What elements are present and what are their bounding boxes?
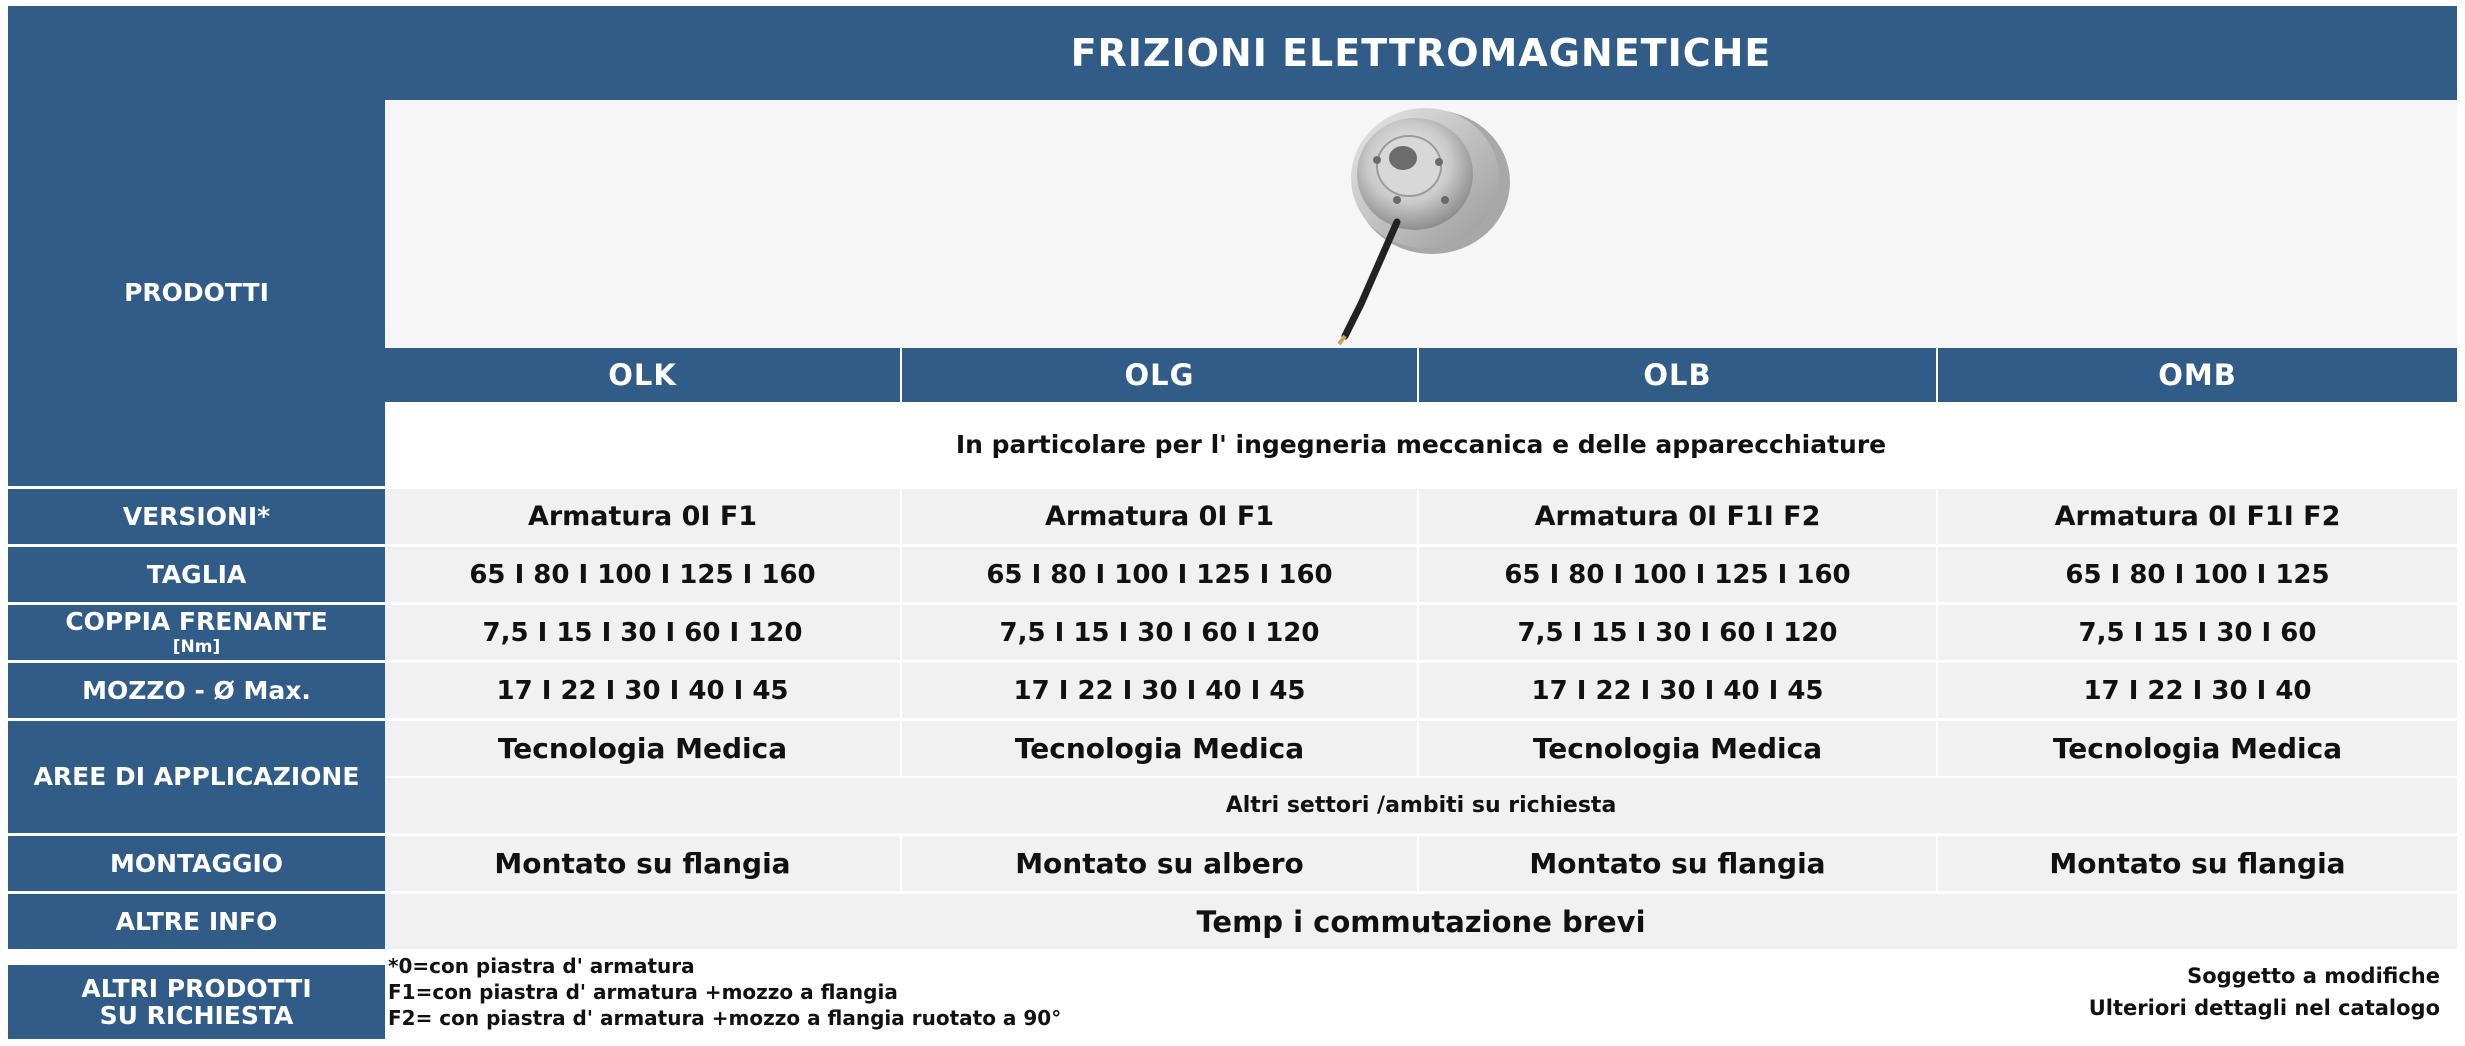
product-image-area	[385, 100, 2457, 348]
label-altre-info	[8, 894, 385, 949]
column-header-omb-text: OMB	[2158, 358, 2237, 392]
cell-montaggio-value: Montato su flangia	[494, 847, 791, 880]
note-subject-to-change: Soggetto a modifiche	[2187, 964, 2440, 988]
cell-coppia-value: 7,5 I 15 I 30 I 60	[2078, 617, 2317, 648]
cell-mozzo-olb	[1419, 663, 1936, 718]
footnote-1: F1=con piastra d' armatura +mozzo a flangia	[388, 980, 898, 1004]
cell-mozzo-value: 17 I 22 I 30 I 40	[2083, 675, 2312, 706]
altre-info-text: Temp i commutazione brevi	[1196, 904, 1646, 939]
cell-aree-omb	[1938, 721, 2457, 776]
cell-versioni-olb	[1419, 489, 1936, 544]
cell-versioni-value: Armatura 0I F1I F2	[2054, 501, 2341, 532]
cell-versioni-omb	[1938, 489, 2457, 544]
label-montaggio	[8, 836, 385, 891]
column-header-olg-text: OLG	[1124, 358, 1195, 392]
cell-versioni-olk	[385, 489, 900, 544]
corner-cell	[8, 6, 385, 100]
cell-versioni-value: Armatura 0I F1	[527, 501, 758, 532]
cell-montaggio-olb	[1419, 836, 1936, 891]
footnote-0: *0=con piastra d' armatura	[388, 954, 695, 978]
cell-taglia-omb	[1938, 547, 2457, 602]
cell-taglia-olb	[1419, 547, 1936, 602]
aree-extra-row	[385, 778, 2457, 833]
cell-taglia-olg	[902, 547, 1417, 602]
label-altri-prodotti	[8, 965, 385, 1039]
label-versioni-text: VERSIONI*	[122, 501, 271, 531]
cell-montaggio-omb	[1938, 836, 2457, 891]
column-header-olg	[902, 348, 1419, 402]
label-taglia	[8, 547, 385, 602]
cell-montaggio-olk	[385, 836, 900, 891]
page-title	[385, 6, 2457, 100]
cell-mozzo-value: 17 I 22 I 30 I 40 I 45	[1013, 675, 1306, 706]
cell-aree-value: Tecnologia Medica	[497, 732, 788, 765]
cell-coppia-value: 7,5 I 15 I 30 I 60 I 120	[1517, 617, 1838, 648]
label-coppia	[8, 605, 385, 660]
cell-montaggio-value: Montato su flangia	[1529, 847, 1826, 880]
label-mozzo-text: MOZZO - Ø Max.	[82, 675, 311, 705]
label-prodotti-text: PRODOTTI	[124, 278, 269, 308]
cell-aree-olg	[902, 721, 1417, 776]
cell-coppia-omb	[1938, 605, 2457, 660]
cell-aree-value: Tecnologia Medica	[1014, 732, 1305, 765]
footnote-2: F2= con piastra d' armatura +mozzo a flangia ruotato a 90°	[388, 1006, 1062, 1030]
label-aree-text: AREE DI APPLICAZIONE	[33, 762, 360, 792]
cell-coppia-value: 7,5 I 15 I 30 I 60 I 120	[482, 617, 803, 648]
altre-info-row	[385, 894, 2457, 949]
cell-montaggio-value: Montato su flangia	[2049, 847, 2346, 880]
cell-versioni-value: Armatura 0I F1	[1044, 501, 1275, 532]
column-header-olk	[385, 348, 902, 402]
cell-mozzo-value: 17 I 22 I 30 I 40 I 45	[496, 675, 789, 706]
cell-aree-value: Tecnologia Medica	[2052, 732, 2343, 765]
label-coppia-unit: [Nm]	[172, 636, 221, 657]
label-altri-prodotti-line1: ALTRI PRODOTTI	[81, 973, 312, 1003]
cell-versioni-olg	[902, 489, 1417, 544]
cell-coppia-olk	[385, 605, 900, 660]
cell-taglia-value: 65 I 80 I 100 I 125	[2065, 559, 2330, 590]
cell-aree-olk	[385, 721, 900, 776]
cell-aree-olb	[1419, 721, 1936, 776]
cell-taglia-value: 65 I 80 I 100 I 125 I 160	[986, 559, 1333, 590]
cell-montaggio-value: Montato su albero	[1015, 847, 1304, 880]
cell-coppia-olg	[902, 605, 1417, 660]
cell-coppia-olb	[1419, 605, 1936, 660]
column-header-olk-text: OLK	[608, 358, 677, 392]
label-aree	[8, 721, 385, 833]
label-coppia-text: COPPIA FRENANTE	[65, 607, 328, 637]
cell-mozzo-omb	[1938, 663, 2457, 718]
cell-mozzo-olg	[902, 663, 1417, 718]
column-header-olb-text: OLB	[1643, 358, 1712, 392]
label-montaggio-text: MONTAGGIO	[109, 848, 284, 878]
cell-versioni-value: Armatura 0I F1I F2	[1534, 501, 1821, 532]
description-row	[385, 402, 2457, 486]
cell-coppia-value: 7,5 I 15 I 30 I 60 I 120	[999, 617, 1320, 648]
cell-taglia-value: 65 I 80 I 100 I 125 I 160	[1504, 559, 1851, 590]
label-altre-info-text: ALTRE INFO	[115, 906, 278, 936]
clutch-product-image	[1327, 104, 1517, 348]
label-mozzo	[8, 663, 385, 718]
cell-mozzo-olk	[385, 663, 900, 718]
cell-taglia-olk	[385, 547, 900, 602]
label-taglia-text: TAGLIA	[146, 559, 247, 589]
note-catalog-details: Ulteriori dettagli nel catalogo	[2088, 996, 2440, 1020]
label-altri-prodotti-line2: SU RICHIESTA	[99, 1001, 294, 1030]
label-versioni	[8, 489, 385, 544]
notes-right	[1900, 960, 2440, 1030]
label-prodotti	[8, 100, 385, 486]
aree-extra-text: Altri settori /ambiti su richiesta	[1225, 793, 1617, 818]
page-title-text: FRIZIONI ELETTROMAGNETICHE	[1070, 31, 1772, 75]
cell-taglia-value: 65 I 80 I 100 I 125 I 160	[469, 559, 816, 590]
description-text: In particolare per l' ingegneria meccanica e delle apparecchiature	[955, 429, 1887, 459]
column-header-olb	[1419, 348, 1938, 402]
cell-mozzo-value: 17 I 22 I 30 I 40 I 45	[1531, 675, 1824, 706]
cell-aree-value: Tecnologia Medica	[1532, 732, 1823, 765]
footnotes	[388, 953, 1088, 1043]
cell-montaggio-olg	[902, 836, 1417, 891]
column-header-omb	[1938, 348, 2457, 402]
